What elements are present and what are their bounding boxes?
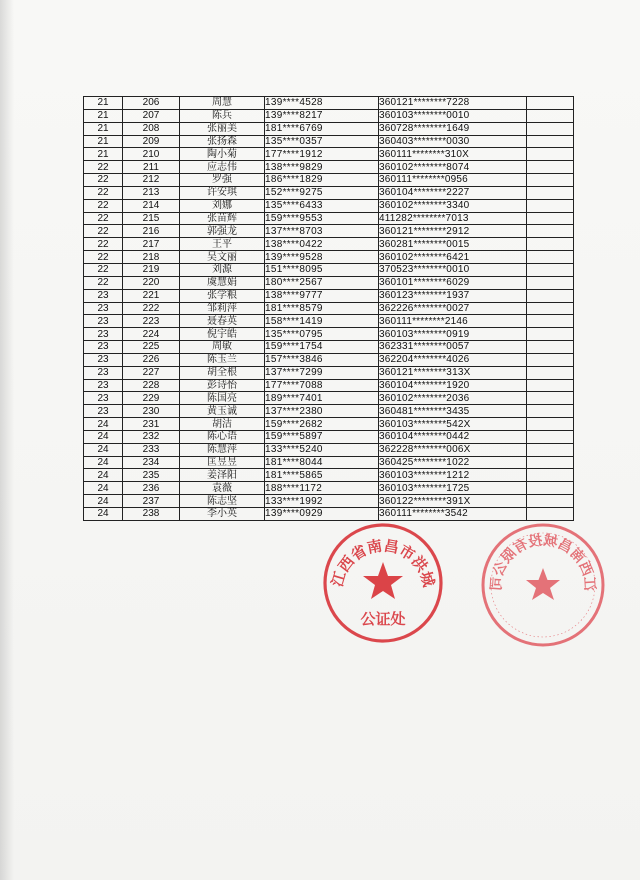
blank-cell (527, 430, 574, 443)
name-cell: 王平 (180, 238, 265, 251)
blank-cell (527, 353, 574, 366)
name-cell: 应志伟 (180, 161, 265, 174)
blank-cell (527, 366, 574, 379)
group-cell: 23 (84, 379, 123, 392)
name-cell: 陈心语 (180, 430, 265, 443)
phone-cell: 151****8095 (265, 263, 379, 276)
phone-cell: 158****1419 (265, 315, 379, 328)
phone-cell: 139****8217 (265, 109, 379, 122)
table-row (84, 109, 574, 122)
svg-text:江西省南昌市洪城: 江西省南昌市洪城 (328, 536, 438, 589)
blank-cell (527, 276, 574, 289)
blank-cell (527, 341, 574, 354)
table-row (84, 174, 574, 187)
page-edge-shadow (0, 0, 14, 880)
table-row (84, 276, 574, 289)
group-cell: 22 (84, 263, 123, 276)
name-cell: 胡全根 (180, 366, 265, 379)
serial-cell: 210 (123, 148, 180, 161)
name-cell: 聂春英 (180, 315, 265, 328)
phone-cell: 133****5240 (265, 443, 379, 456)
table-row (84, 302, 574, 315)
blank-cell (527, 482, 574, 495)
blank-cell (527, 456, 574, 469)
blank-cell (527, 508, 574, 521)
phone-cell: 135****6433 (265, 199, 379, 212)
group-cell: 21 (84, 122, 123, 135)
blank-cell (527, 405, 574, 418)
id-number-cell: 360425********1022 (379, 456, 527, 469)
blank-cell (527, 135, 574, 148)
group-cell: 21 (84, 109, 123, 122)
table-row (84, 225, 574, 238)
serial-cell: 224 (123, 328, 180, 341)
blank-cell (527, 199, 574, 212)
serial-cell: 218 (123, 251, 180, 264)
id-number-cell: 362226********0027 (379, 302, 527, 315)
name-cell: 陈志坚 (180, 495, 265, 508)
phone-cell: 181****8044 (265, 456, 379, 469)
table-row (84, 418, 574, 431)
serial-cell: 213 (123, 186, 180, 199)
serial-cell: 207 (123, 109, 180, 122)
serial-cell: 234 (123, 456, 180, 469)
serial-cell: 231 (123, 418, 180, 431)
group-cell: 22 (84, 238, 123, 251)
name-cell: 虞慧娟 (180, 276, 265, 289)
serial-cell: 209 (123, 135, 180, 148)
group-cell: 22 (84, 251, 123, 264)
table-row (84, 508, 574, 521)
phone-cell: 189****7401 (265, 392, 379, 405)
group-cell: 22 (84, 174, 123, 187)
id-number-cell: 360123********1937 (379, 289, 527, 302)
name-cell: 陈国亮 (180, 392, 265, 405)
serial-cell: 217 (123, 238, 180, 251)
id-number-cell: 360102********3340 (379, 199, 527, 212)
blank-cell (527, 97, 574, 110)
id-number-cell: 360104********0442 (379, 430, 527, 443)
notary-seal (320, 520, 446, 646)
group-cell: 21 (84, 135, 123, 148)
phone-cell: 157****3846 (265, 353, 379, 366)
table-row (84, 251, 574, 264)
group-cell: 23 (84, 341, 123, 354)
group-cell: 23 (84, 353, 123, 366)
id-number-cell: 360101********6029 (379, 276, 527, 289)
group-cell: 24 (84, 456, 123, 469)
blank-cell (527, 251, 574, 264)
phone-cell: 180****2567 (265, 276, 379, 289)
table-row (84, 199, 574, 212)
id-number-cell: 360481********3435 (379, 405, 527, 418)
group-cell: 22 (84, 161, 123, 174)
blank-cell (527, 302, 574, 315)
blank-cell (527, 469, 574, 482)
name-cell: 张苗辉 (180, 212, 265, 225)
svg-text:江西南昌城投有限公司: 江西南昌城投有限公司 (488, 532, 598, 592)
table-row (84, 392, 574, 405)
group-cell: 23 (84, 366, 123, 379)
blank-cell (527, 161, 574, 174)
table-row (84, 135, 574, 148)
name-cell: 罗强 (180, 174, 265, 187)
group-cell: 22 (84, 212, 123, 225)
blank-cell (527, 315, 574, 328)
participant-table-body (84, 97, 574, 521)
id-number-cell: 360122********391X (379, 495, 527, 508)
table-row (84, 328, 574, 341)
name-cell: 陶小菊 (180, 148, 265, 161)
notary-seal-graphic (320, 520, 446, 646)
phone-cell: 139****0929 (265, 508, 379, 521)
name-cell: 黄玉诚 (180, 405, 265, 418)
phone-cell: 181****5865 (265, 469, 379, 482)
blank-cell (527, 328, 574, 341)
phone-cell: 181****8579 (265, 302, 379, 315)
serial-cell: 212 (123, 174, 180, 187)
serial-cell: 221 (123, 289, 180, 302)
table-row (84, 97, 574, 110)
phone-cell: 159****1754 (265, 341, 379, 354)
id-number-cell: 360111********0956 (379, 174, 527, 187)
id-number-cell: 360102********6421 (379, 251, 527, 264)
id-number-cell: 360102********2036 (379, 392, 527, 405)
id-number-cell: 360121********7228 (379, 97, 527, 110)
serial-cell: 226 (123, 353, 180, 366)
id-number-cell: 360103********0010 (379, 109, 527, 122)
blank-cell (527, 225, 574, 238)
phone-cell: 137****8703 (265, 225, 379, 238)
name-cell: 姜泽阳 (180, 469, 265, 482)
serial-cell: 237 (123, 495, 180, 508)
phone-cell: 152****9275 (265, 186, 379, 199)
table-row (84, 238, 574, 251)
table-row (84, 289, 574, 302)
blank-cell (527, 263, 574, 276)
blank-cell (527, 174, 574, 187)
name-cell: 张学粮 (180, 289, 265, 302)
phone-cell: 186****1829 (265, 174, 379, 187)
name-cell: 彭诗怡 (180, 379, 265, 392)
participant-table (83, 96, 574, 521)
group-cell: 24 (84, 482, 123, 495)
group-cell: 23 (84, 392, 123, 405)
table-row (84, 456, 574, 469)
phone-cell: 159****9553 (265, 212, 379, 225)
company-seal (478, 520, 608, 650)
id-number-cell: 360403********0030 (379, 135, 527, 148)
name-cell: 李小英 (180, 508, 265, 521)
serial-cell: 232 (123, 430, 180, 443)
group-cell: 23 (84, 328, 123, 341)
blank-cell (527, 109, 574, 122)
name-cell: 吴文丽 (180, 251, 265, 264)
group-cell: 24 (84, 495, 123, 508)
id-number-cell: 360103********0919 (379, 328, 527, 341)
name-cell: 张扬森 (180, 135, 265, 148)
table-row (84, 430, 574, 443)
serial-cell: 211 (123, 161, 180, 174)
serial-cell: 229 (123, 392, 180, 405)
group-cell: 22 (84, 276, 123, 289)
phone-cell: 181****6769 (265, 122, 379, 135)
id-number-cell: 360111********3542 (379, 508, 527, 521)
id-number-cell: 360103********542X (379, 418, 527, 431)
serial-cell: 215 (123, 212, 180, 225)
name-cell: 郭强龙 (180, 225, 265, 238)
serial-cell: 225 (123, 341, 180, 354)
phone-cell: 138****9829 (265, 161, 379, 174)
name-cell: 胡洁 (180, 418, 265, 431)
phone-cell: 138****9777 (265, 289, 379, 302)
serial-cell: 228 (123, 379, 180, 392)
group-cell: 22 (84, 186, 123, 199)
phone-cell: 188****1172 (265, 482, 379, 495)
blank-cell (527, 238, 574, 251)
serial-cell: 216 (123, 225, 180, 238)
company-seal-graphic (478, 520, 608, 650)
serial-cell: 219 (123, 263, 180, 276)
table-row (84, 443, 574, 456)
name-cell: 刘娜 (180, 199, 265, 212)
name-cell: 刘源 (180, 263, 265, 276)
table-row (84, 366, 574, 379)
serial-cell: 238 (123, 508, 180, 521)
blank-cell (527, 212, 574, 225)
table-row (84, 495, 574, 508)
phone-cell: 139****9528 (265, 251, 379, 264)
serial-cell: 227 (123, 366, 180, 379)
table-row (84, 212, 574, 225)
id-number-cell: 360111********310X (379, 148, 527, 161)
id-number-cell: 360104********1920 (379, 379, 527, 392)
group-cell: 24 (84, 430, 123, 443)
serial-cell: 236 (123, 482, 180, 495)
blank-cell (527, 495, 574, 508)
id-number-cell: 360102********8074 (379, 161, 527, 174)
phone-cell: 135****0357 (265, 135, 379, 148)
serial-cell: 230 (123, 405, 180, 418)
id-number-cell: 360281********0015 (379, 238, 527, 251)
table-row (84, 469, 574, 482)
group-cell: 21 (84, 97, 123, 110)
serial-cell: 214 (123, 199, 180, 212)
group-cell: 24 (84, 418, 123, 431)
phone-cell: 137****2380 (265, 405, 379, 418)
table-row (84, 353, 574, 366)
group-cell: 24 (84, 443, 123, 456)
phone-cell: 159****5897 (265, 430, 379, 443)
blank-cell (527, 443, 574, 456)
phone-cell: 135****0795 (265, 328, 379, 341)
table-row (84, 122, 574, 135)
group-cell: 23 (84, 315, 123, 328)
blank-cell (527, 148, 574, 161)
notary-star-icon (363, 562, 403, 599)
phone-cell: 177****7088 (265, 379, 379, 392)
serial-cell: 220 (123, 276, 180, 289)
group-cell: 23 (84, 302, 123, 315)
blank-cell (527, 392, 574, 405)
serial-cell: 223 (123, 315, 180, 328)
id-number-cell: 360121********2912 (379, 225, 527, 238)
serial-cell: 235 (123, 469, 180, 482)
group-cell: 23 (84, 289, 123, 302)
phone-cell: 139****4528 (265, 97, 379, 110)
name-cell: 陈慧萍 (180, 443, 265, 456)
id-number-cell: 362228********006X (379, 443, 527, 456)
id-number-cell: 360728********1649 (379, 122, 527, 135)
id-number-cell: 360104********2227 (379, 186, 527, 199)
phone-cell: 133****1992 (265, 495, 379, 508)
name-cell: 许安琪 (180, 186, 265, 199)
name-cell: 匡昱昱 (180, 456, 265, 469)
table-row (84, 263, 574, 276)
id-number-cell: 411282********7013 (379, 212, 527, 225)
phone-cell: 159****2682 (265, 418, 379, 431)
name-cell: 张丽美 (180, 122, 265, 135)
table-row (84, 379, 574, 392)
name-cell: 陈玉兰 (180, 353, 265, 366)
serial-cell: 206 (123, 97, 180, 110)
name-cell: 周敏 (180, 341, 265, 354)
svg-text:公证处: 公证处 (360, 610, 406, 628)
serial-cell: 208 (123, 122, 180, 135)
blank-cell (527, 289, 574, 302)
serial-cell: 222 (123, 302, 180, 315)
serial-cell: 233 (123, 443, 180, 456)
id-number-cell: 360103********1725 (379, 482, 527, 495)
table-row (84, 315, 574, 328)
blank-cell (527, 418, 574, 431)
blank-cell (527, 186, 574, 199)
phone-cell: 177****1912 (265, 148, 379, 161)
group-cell: 24 (84, 508, 123, 521)
table-row (84, 161, 574, 174)
company-star-icon (526, 568, 560, 600)
name-cell: 陈兵 (180, 109, 265, 122)
name-cell: 袁薇 (180, 482, 265, 495)
group-cell: 23 (84, 405, 123, 418)
phone-cell: 137****7299 (265, 366, 379, 379)
blank-cell (527, 379, 574, 392)
name-cell: 周慧 (180, 97, 265, 110)
table-row (84, 341, 574, 354)
group-cell: 22 (84, 199, 123, 212)
table-row (84, 405, 574, 418)
name-cell: 倪宇皓 (180, 328, 265, 341)
table-row (84, 186, 574, 199)
group-cell: 21 (84, 148, 123, 161)
id-number-cell: 360121********313X (379, 366, 527, 379)
group-cell: 22 (84, 225, 123, 238)
id-number-cell: 360111********2146 (379, 315, 527, 328)
group-cell: 24 (84, 469, 123, 482)
phone-cell: 138****0422 (265, 238, 379, 251)
blank-cell (527, 122, 574, 135)
name-cell: 邹莉萍 (180, 302, 265, 315)
id-number-cell: 362204********4026 (379, 353, 527, 366)
id-number-cell: 362331********0057 (379, 341, 527, 354)
id-number-cell: 360103********1212 (379, 469, 527, 482)
table-row (84, 482, 574, 495)
table-row (84, 148, 574, 161)
id-number-cell: 370523********0010 (379, 263, 527, 276)
